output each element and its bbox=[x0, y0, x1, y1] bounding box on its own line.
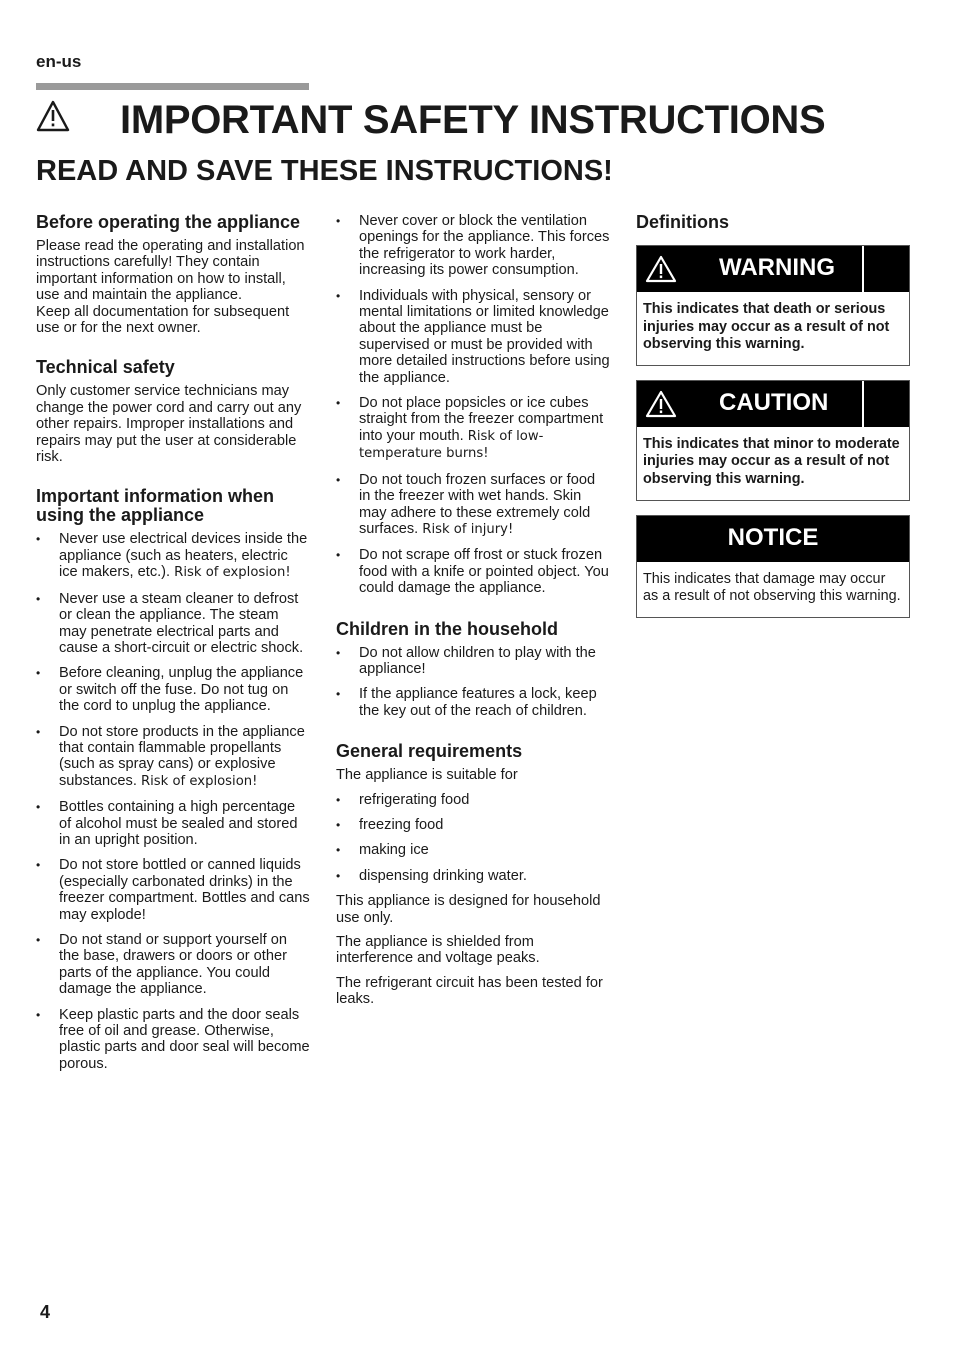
notice-box bbox=[636, 515, 910, 618]
heading-children: Children in the household bbox=[336, 618, 558, 639]
item-text: Do not store products in the appliance that contain flammable propellants (such as spray cans) or explosive substances. bbox=[59, 723, 305, 789]
column-3 bbox=[636, 213, 910, 632]
item-text: Never use electrical devices inside the appliance (such as heaters, electric ice makers, etc.). bbox=[59, 531, 308, 581]
item-text: Individuals with physical, sensory or mental limitations or limited knowledge about the appliance must be supervised or must be provided with more detailed instructions before using the appliance. bbox=[359, 287, 610, 386]
warning-box bbox=[636, 245, 910, 366]
heading-definitions: Definitions bbox=[636, 212, 729, 232]
header-rule bbox=[36, 83, 309, 90]
important-list bbox=[36, 531, 310, 1072]
warning-text: This indicates that death or serious injuries may occur as a result of not observing this warning. bbox=[643, 301, 890, 353]
general-intro: The appliance is suitable for bbox=[336, 767, 518, 784]
caution-header bbox=[637, 381, 909, 427]
list-item bbox=[336, 472, 610, 539]
risk-text: Risk of explosion! bbox=[140, 773, 258, 789]
list-item bbox=[36, 932, 310, 998]
list-item: • refrigerating food bbox=[336, 792, 610, 808]
item-text: Do not stand or support yourself on the base, drawers or doors or other parts of the appliance. You could damage the appliance. bbox=[59, 932, 287, 998]
list-item: • freezing food bbox=[336, 817, 610, 833]
column-1 bbox=[36, 213, 310, 1081]
general-paragraph-2: The appliance is shielded from interference and voltage peaks. bbox=[336, 934, 540, 967]
list-item: • making ice bbox=[336, 842, 610, 858]
caution-box bbox=[636, 380, 910, 501]
children-list bbox=[336, 645, 610, 720]
page-title: IMPORTANT SAFETY INSTRUCTIONS bbox=[120, 98, 826, 142]
list-item bbox=[36, 531, 310, 581]
warning-triangle-icon bbox=[645, 255, 677, 283]
notice-text: This indicates that damage may occur as a result of not observing this warning. bbox=[643, 570, 901, 605]
caution-text: This indicates that minor to moderate injuries may occur as a result of not observing this warning. bbox=[643, 435, 900, 487]
item-text: Do not scrape off frost or stuck frozen food with a knife or pointed object. You could damage the appliance. bbox=[359, 547, 609, 597]
risk-text: Risk of injury! bbox=[422, 521, 514, 537]
heading-general-requirements: General requirements bbox=[336, 741, 523, 762]
item-text: Before cleaning, unplug the appliance or switch off the fuse. Do not tug on the cord to unplug the appliance. bbox=[59, 665, 304, 715]
spacer bbox=[336, 728, 610, 742]
technical-paragraph: Only customer service technicians may change the power cord and carry out any other repairs. Improper installations and repairs may put the user at considerable risk. bbox=[36, 383, 302, 466]
list-item bbox=[336, 547, 610, 596]
warning-label: WARNING bbox=[719, 254, 835, 281]
item-text: Keep plastic parts and the door seals free of oil and grease. Otherwise, plastic parts and door seal will become porous. bbox=[59, 1006, 310, 1072]
list-item bbox=[336, 395, 610, 463]
item-text: Bottles containing a high percentage of alcohol must be sealed and stored in an upright position. bbox=[59, 799, 298, 848]
list-item: • If the appliance features a lock, keep the key out of the reach of children. bbox=[336, 686, 610, 719]
list-item bbox=[36, 1007, 310, 1073]
warning-header bbox=[637, 246, 909, 292]
general-list bbox=[336, 792, 610, 885]
notice-label: NOTICE bbox=[727, 523, 819, 551]
list-item bbox=[336, 288, 610, 386]
list-item bbox=[36, 591, 310, 657]
column-2 bbox=[336, 213, 610, 1016]
notice-header bbox=[637, 516, 909, 562]
risk-text: Risk of explosion! bbox=[174, 565, 291, 581]
general-paragraph-3: The refrigerant circuit has been tested for leaks. bbox=[336, 974, 603, 1008]
page-number: 4 bbox=[40, 1302, 51, 1322]
list-item: • Do not allow children to play with the appliance! bbox=[336, 645, 610, 678]
list-item bbox=[336, 213, 610, 279]
item-text: Do not place popsicles or ice cubes straight from the freezer compartment into your mouth. bbox=[359, 395, 604, 444]
before-paragraph-1: Please read the operating and installation instructions carefully! They contain important information on how to install, use and maintain the appliance. bbox=[36, 238, 305, 304]
list-item: • dispensing drinking water. bbox=[336, 868, 610, 884]
item-text: Never cover or block the ventilation openings for the appliance. This forces the refrigerator to work harder, increasing its power consumption. bbox=[359, 213, 610, 279]
list-item bbox=[36, 724, 310, 791]
list-item bbox=[36, 857, 310, 923]
spacer bbox=[36, 473, 310, 487]
spacer bbox=[336, 606, 610, 620]
item-text: Do not store bottled or canned liquids (especially carbonated drinks) in the freezer compartment. Bottles and cans may explode! bbox=[59, 857, 310, 923]
list-item bbox=[36, 665, 310, 714]
heading-important-information: Important information when using the appliance bbox=[36, 486, 274, 526]
warning-triangle-icon bbox=[36, 100, 70, 132]
heading-before-operating: Before operating the appliance bbox=[36, 212, 301, 232]
heading-technical-safety: Technical safety bbox=[36, 357, 175, 378]
list-item bbox=[36, 799, 310, 848]
warning-triangle-icon bbox=[645, 390, 677, 418]
risk-text: Risk of low-temperature burns! bbox=[359, 428, 544, 462]
item-text: Do not touch frozen surfaces or food in the freezer with wet hands. Skin may adhere to these extremely cold surfaces. bbox=[359, 471, 596, 537]
page-subtitle: READ AND SAVE THESE INSTRUCTIONS! bbox=[36, 155, 613, 187]
language-code: en-us bbox=[36, 52, 82, 71]
caution-label: CAUTION bbox=[719, 388, 829, 416]
general-paragraph-1: This appliance is designed for household use only. bbox=[336, 893, 601, 926]
safety-list-continued bbox=[336, 213, 610, 597]
spacer bbox=[36, 344, 310, 358]
before-paragraph-2: Keep all documentation for subsequent use or for the next owner. bbox=[36, 303, 290, 337]
header-divider bbox=[862, 246, 864, 292]
item-text: Never use a steam cleaner to defrost or clean the appliance. The steam may penetrate electrical parts and cause a short-circuit or electric shock. bbox=[59, 590, 304, 656]
header-divider bbox=[862, 381, 864, 427]
